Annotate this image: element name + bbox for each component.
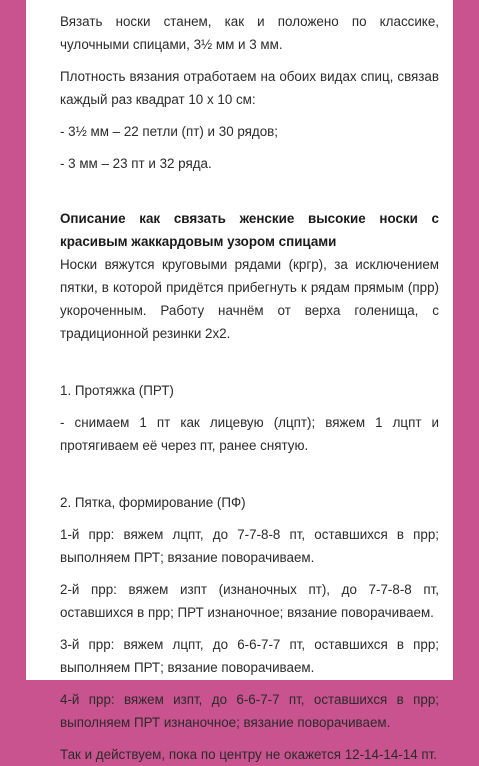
step2-final: Так и действуем, пока по центру не окажется 12-14-14-14 пт. — [60, 747, 437, 762]
gauge-item-2: - 3 мм – 23 пт и 32 ряда. — [60, 156, 212, 171]
gauge-item-1: - 3½ мм – 22 петли (пт) и 30 рядов; — [60, 124, 279, 139]
step1-text: - снимаем 1 пт как лицевую (лцпт); вяжем 1 лцпт и протягиваем её через пт, ранее снятую. — [60, 415, 439, 453]
density-paragraph: Плотность вязания отработаем на обоих видах спиц, связав каждый раз квадрат 10 х 10 см: — [60, 69, 439, 107]
section-heading: Описание как связать женские высокие носки с красивым жаккардовым узором спицами — [60, 211, 439, 249]
section-body-paragraph: Носки вяжутся круговыми рядами (кргр), за исключением пятки, в которой придётся прибегнуть к рядам прямым (прр) укороченным. Работу начнём от верха голенища, с традиционной резинки 2х2. — [60, 257, 439, 341]
step2-row-4: 4-й прр: вяжем изпт, до 6-6-7-7 пт, оставшихся в прр; выполняем ПРТ изнаночное; вязание поворачиваем. — [60, 692, 439, 730]
step1-title: 1. Протяжка (ПРТ) — [60, 383, 174, 398]
step2-row-1: 1-й прр: вяжем лцпт, до 7-7-8-8 пт, оставшихся в прр; выполняем ПРТ; вязание поворачиваем. — [60, 527, 439, 565]
intro-needles-paragraph: Вязать носки станем, как и положено по классике, чулочными спицами, 3½ мм и 3 мм. — [60, 14, 439, 52]
step2-row-2: 2-й прр: вяжем изпт (изнаночных пт), до 7-7-8-8 пт, оставшихся в прр; ПРТ изнаночное; вязание поворачиваем. — [60, 582, 439, 620]
step2-row-3: 3-й прр: вяжем лцпт, до 6-6-7-7 пт, оставшихся в прр; выполняем ПРТ; вязание поворачиваем. — [60, 637, 439, 675]
step2-title: 2. Пятка, формирование (ПФ) — [60, 495, 246, 510]
document-page — [26, 0, 453, 762]
